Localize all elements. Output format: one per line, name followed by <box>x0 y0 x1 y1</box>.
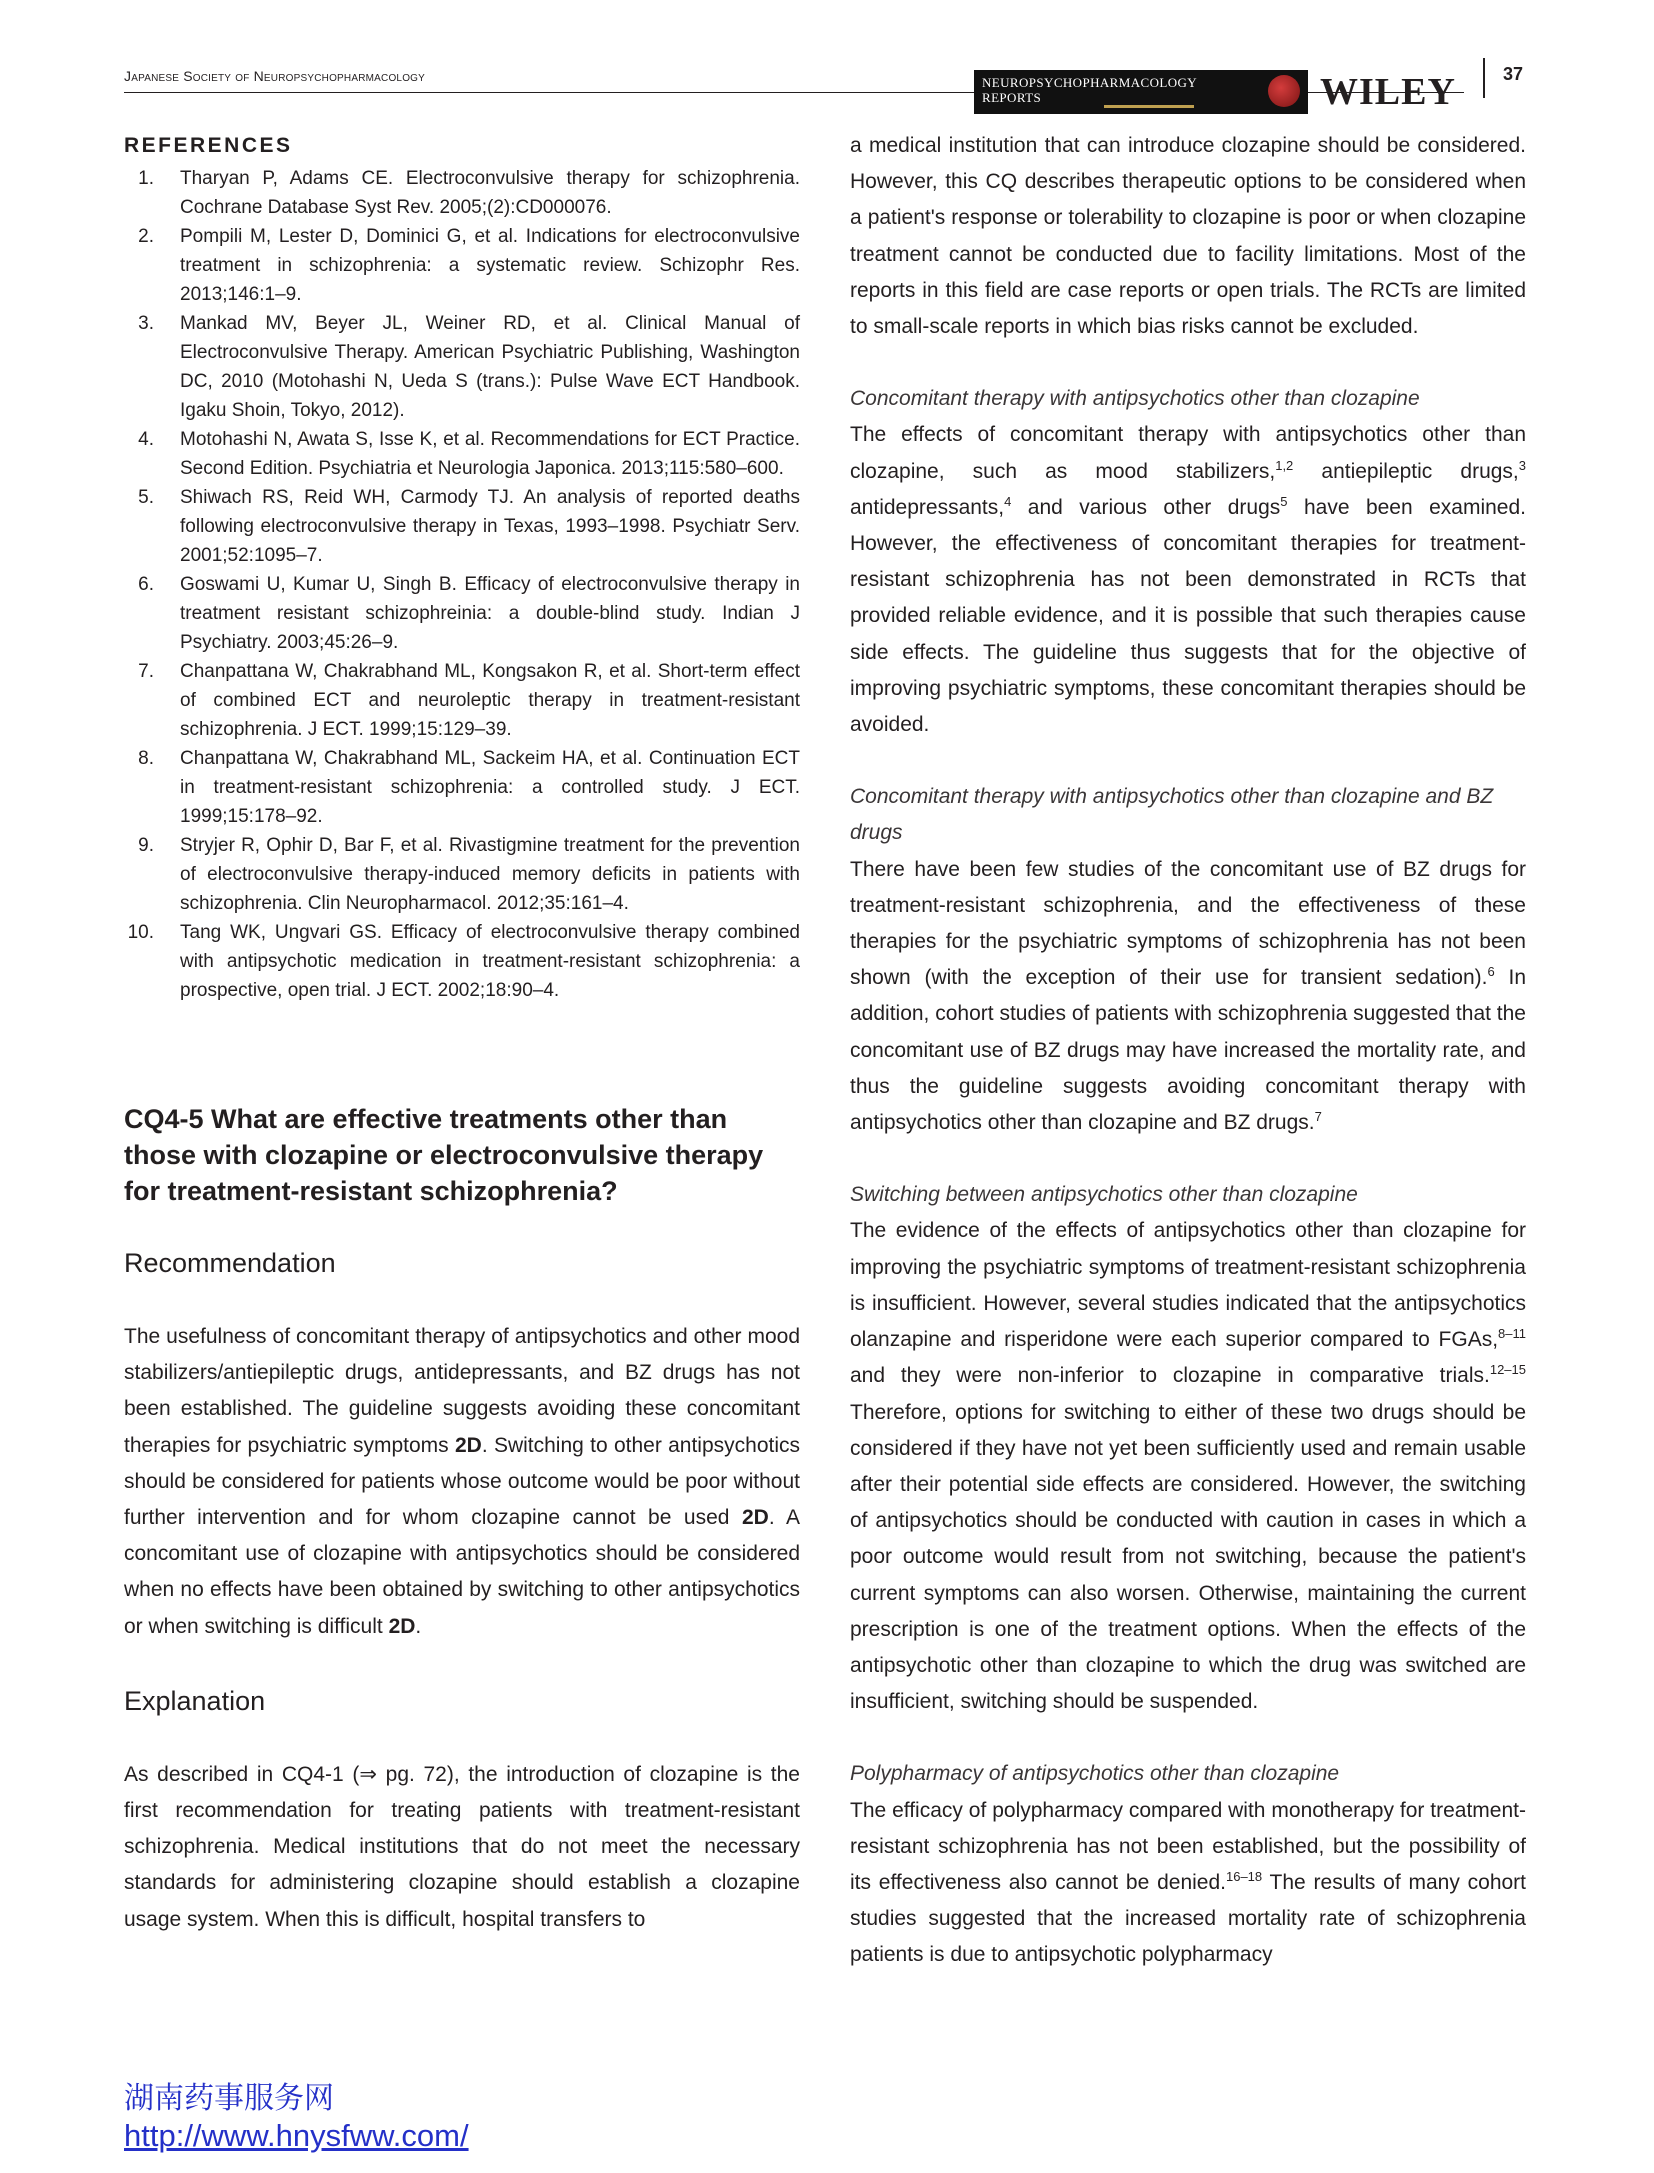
recommendation-heading: Recommendation <box>124 1248 336 1278</box>
reference-item <box>124 222 800 309</box>
reference-item <box>124 425 800 483</box>
journal-logo <box>974 70 1308 114</box>
reference-item <box>124 483 800 570</box>
subsection-heading-polypharmacy: Polypharmacy of antipsychotics other than clozapine <box>850 1762 1340 1786</box>
watermark <box>124 2080 469 2154</box>
reference-number: 9. <box>138 835 154 856</box>
reference-text: Mankad MV, Beyer JL, Weiner RD, et al. Clinical Manual of Electroconvulsive Therapy. American Psychiatric Publishing, Washington DC, 2010 (Motohashi N, Ueda S (trans.): Pulse Wave ECT Handbook. Igaku Shoin, Tokyo, 2012). <box>180 313 800 421</box>
rec-text-c: . Switching to other antipsychotics should be considered for patients whose outcome would be poor without further intervention and for whom clozapine cannot be used <box>124 1433 801 1530</box>
text-run: and they were non-inferior to clozapine in comparative trials. <box>850 1364 1490 1388</box>
reference-text: Tharyan P, Adams CE. Electroconvulsive therapy for schizophrenia. Cochrane Database Syst Rev. 2005;(2):CD000076. <box>180 168 800 218</box>
logo-emblem-icon <box>1268 75 1300 107</box>
reference-text: Motohashi N, Awata S, Isse K, et al. Recommendations for ECT Practice. Second Edition. Psychiatria et Neurologia Japonica. 2013;115:580–600. <box>180 429 800 479</box>
subsection-text-bz <box>850 852 1526 1142</box>
logo-line2: REPORTS <box>982 90 1042 105</box>
explanation-heading: Explanation <box>124 1685 266 1716</box>
citation: 7 <box>1314 1109 1322 1125</box>
citation: 12–15 <box>1489 1362 1526 1378</box>
reference-number: 10. <box>127 922 154 943</box>
publisher-logo: WILEY <box>1320 71 1456 113</box>
references-heading: REFERENCES <box>124 134 293 157</box>
subsection-text-polypharmacy <box>850 1793 1526 1974</box>
page-number: 37 <box>1503 64 1524 84</box>
reference-item <box>124 918 800 1005</box>
citation: 4 <box>1004 493 1012 509</box>
subsection-heading-concomitant: Concomitant therapy with antipsychotics other than clozapine <box>850 387 1420 411</box>
text-run: antiepileptic drugs, <box>1293 459 1519 483</box>
reference-number: 1. <box>138 168 154 189</box>
citation: 3 <box>1518 457 1526 473</box>
explanation-text: As described in CQ4-1 (⇒ pg. 72), the introduction of clozapine is the first recommendation for treating patients with treatment-resistant schizophrenia. Medical institutions that do not meet the necessary standards for administering clozapine should establish a clozapine usage system. When this is difficult, hospital transfers to <box>124 1762 800 1931</box>
reference-item <box>124 164 800 222</box>
text-run: antidepressants, <box>850 495 1005 519</box>
citation: 16–18 <box>1225 1868 1263 1884</box>
rec-text-g: . <box>415 1614 422 1638</box>
text-run: The effects of concomitant therapy with antipsychotics other than clozapine, such as mood stabilizers, <box>850 423 1526 483</box>
grade-label: 2D <box>454 1433 482 1457</box>
recommendation-text <box>124 1319 800 1645</box>
reference-text: Stryjer R, Ophir D, Bar F, et al. Rivastigmine treatment for the prevention of electroconvulsive therapy-induced memory deficits in patients with schizophrenia. Clin Neuropharmacol. 2012;35:161–4. <box>180 835 800 914</box>
header-divider <box>1483 58 1485 98</box>
right-column <box>850 128 1526 1974</box>
reference-number: 7. <box>138 661 154 682</box>
reference-item <box>124 657 800 744</box>
reference-item <box>124 309 800 425</box>
reference-item <box>124 570 800 657</box>
reference-number: 2. <box>138 226 154 247</box>
logo-line1: NEUROPSYCHOPHARMACOLOGY <box>982 75 1198 90</box>
subsection-text-concomitant <box>850 417 1526 743</box>
subsection-heading-switching: Switching between antipsychotics other than clozapine <box>850 1183 1358 1207</box>
reference-number: 4. <box>138 429 154 450</box>
citation: 6 <box>1487 964 1495 980</box>
reference-text: Chanpattana W, Chakrabhand ML, Kongsakon R, et al. Short-term effect of combined ECT and neuroleptic therapy in treatment-resistant schizophrenia. J ECT. 1999;15:129–39. <box>180 661 800 740</box>
grade-label: 2D <box>388 1614 416 1638</box>
grade-label: 2D <box>741 1506 769 1530</box>
running-head <box>124 68 425 84</box>
subsection-heading-bz: Concomitant therapy with antipsychotics other than clozapine and BZ drugs <box>850 785 1494 845</box>
text-run: and various other drugs <box>1011 495 1281 519</box>
subsection-text-switching <box>850 1213 1526 1720</box>
reference-number: 3. <box>138 313 154 334</box>
text-run: The results of many cohort studies suggested that the increased mortality rate of schizophrenia patients is due to antipsychotic polypharmacy <box>850 1870 1526 1967</box>
text-run: have been examined. However, the effectiveness of concomitant therapies for treatment-resistant schizophrenia has not been demonstrated in RCTs that provided reliable evidence, and it is possible that such therapies cause side effects. The guideline thus suggests that for the objective of improving psychiatric symptoms, these concomitant therapies should be avoided. <box>850 495 1527 737</box>
text-run: The evidence of the effects of antipsychotics other than clozapine for improving the psychiatric symptoms of treatment-resistant schizophrenia is insufficient. However, several studies indicated that the antipsychotics olanzapine and risperidone were each superior compared to FGAs, <box>850 1219 1526 1352</box>
rec-text-e: . A concomitant use of clozapine with antipsychotics should be considered when no effects have been obtained by switching to other antipsychotics or when switching is difficult <box>124 1506 800 1638</box>
citation: 5 <box>1280 493 1288 509</box>
reference-item <box>124 831 800 918</box>
reference-number: 8. <box>138 748 154 769</box>
text-run: The efficacy of polypharmacy compared with monotherapy for treatment-resistant schizophrenia has not been established, but the possibility of its effectiveness also cannot be denied. <box>850 1798 1526 1894</box>
journal-society: Japanese Society of Neuropsychopharmacology <box>124 68 426 84</box>
cq-title: CQ4-5 What are effective treatments other than those with clozapine or electroconvulsive therapy for treatment-resistant schizophrenia? <box>124 1104 764 1206</box>
watermark-site-name: 湖南药事服务网 <box>124 2081 334 2116</box>
watermark-url[interactable]: http://www.hnysfww.com/ <box>124 2118 469 2153</box>
reference-list <box>124 164 800 1005</box>
reference-text: Pompili M, Lester D, Dominici G, et al. Indications for electroconvulsive treatment in schizophrenia: a systematic review. Schizophr Res. 2013;146:1–9. <box>180 226 800 305</box>
reference-number: 5. <box>138 487 154 508</box>
left-column <box>124 128 800 1938</box>
text-run: There have been few studies of the concomitant use of BZ drugs for treatment-resistant schizophrenia, and the effectiveness of these therapies for the psychiatric symptoms of schizophrenia has not been shown (with the exception of their use for transient sedation). <box>850 857 1526 990</box>
citation: 8–11 <box>1498 1326 1526 1342</box>
citation: 1,2 <box>1275 457 1294 473</box>
reference-text: Shiwach RS, Reid WH, Carmody TJ. An analysis of reported deaths following electroconvulsive therapy in Texas, 1993–1998. Psychiatr Serv. 2001;52:1095–7. <box>180 487 800 566</box>
rec-text-a: The usefulness of concomitant therapy of antipsychotics and other mood stabilizers/antiepileptic drugs, antidepressants, and BZ drugs has not been established. The guideline suggests avoiding these concomitant therapies for psychiatric symptoms <box>124 1325 800 1457</box>
reference-text: Chanpattana W, Chakrabhand ML, Sackeim HA, et al. Continuation ECT in treatment-resistant schizophrenia: a controlled study. J ECT. 1999;15:178–92. <box>180 748 800 827</box>
explanation-text-continued: a medical institution that can introduce clozapine should be considered. However, this CQ describes therapeutic options to be considered when a patient's response or tolerability to clozapine is poor or when clozapine treatment cannot be conducted due to facility limitations. Most of the reports in this field are case reports or open trials. The RCTs are limited to small-scale reports in which bias risks cannot be excluded. <box>850 134 1526 339</box>
logo-bar <box>1104 105 1194 108</box>
reference-text: Tang WK, Ungvari GS. Efficacy of electroconvulsive therapy combined with antipsychotic medication in treatment-resistant schizophrenia: a prospective, open trial. J ECT. 2002;18:90–4. <box>180 922 800 1001</box>
text-run: Therefore, options for switching to either of these two drugs should be considered if they have not yet been sufficiently used and remain usable after their potential side effects are considered. However, the switching of antipsychotics should be conducted with caution in cases in which a poor outcome would result from not switching, because the patient's current symptoms can also worsen. Otherwise, maintaining the current prescription is one of the treatment options. When the effects of the antipsychotic other than clozapine to which the drug was switched are insufficient, switching should be suspended. <box>850 1400 1526 1714</box>
reference-item <box>124 744 800 831</box>
reference-text: Goswami U, Kumar U, Singh B. Efficacy of electroconvulsive therapy in treatment resistant schizophreinia: a double-blind study. Indian J Psychiatry. 2003;45:26–9. <box>180 574 800 653</box>
text-run: In addition, cohort studies of patients with schizophrenia suggested that the concomitant use of BZ drugs may have increased the mortality rate, and thus the guideline suggests avoiding concomitant therapy with antipsychotics other than clozapine and BZ drugs. <box>850 966 1526 1135</box>
reference-number: 6. <box>138 574 154 595</box>
